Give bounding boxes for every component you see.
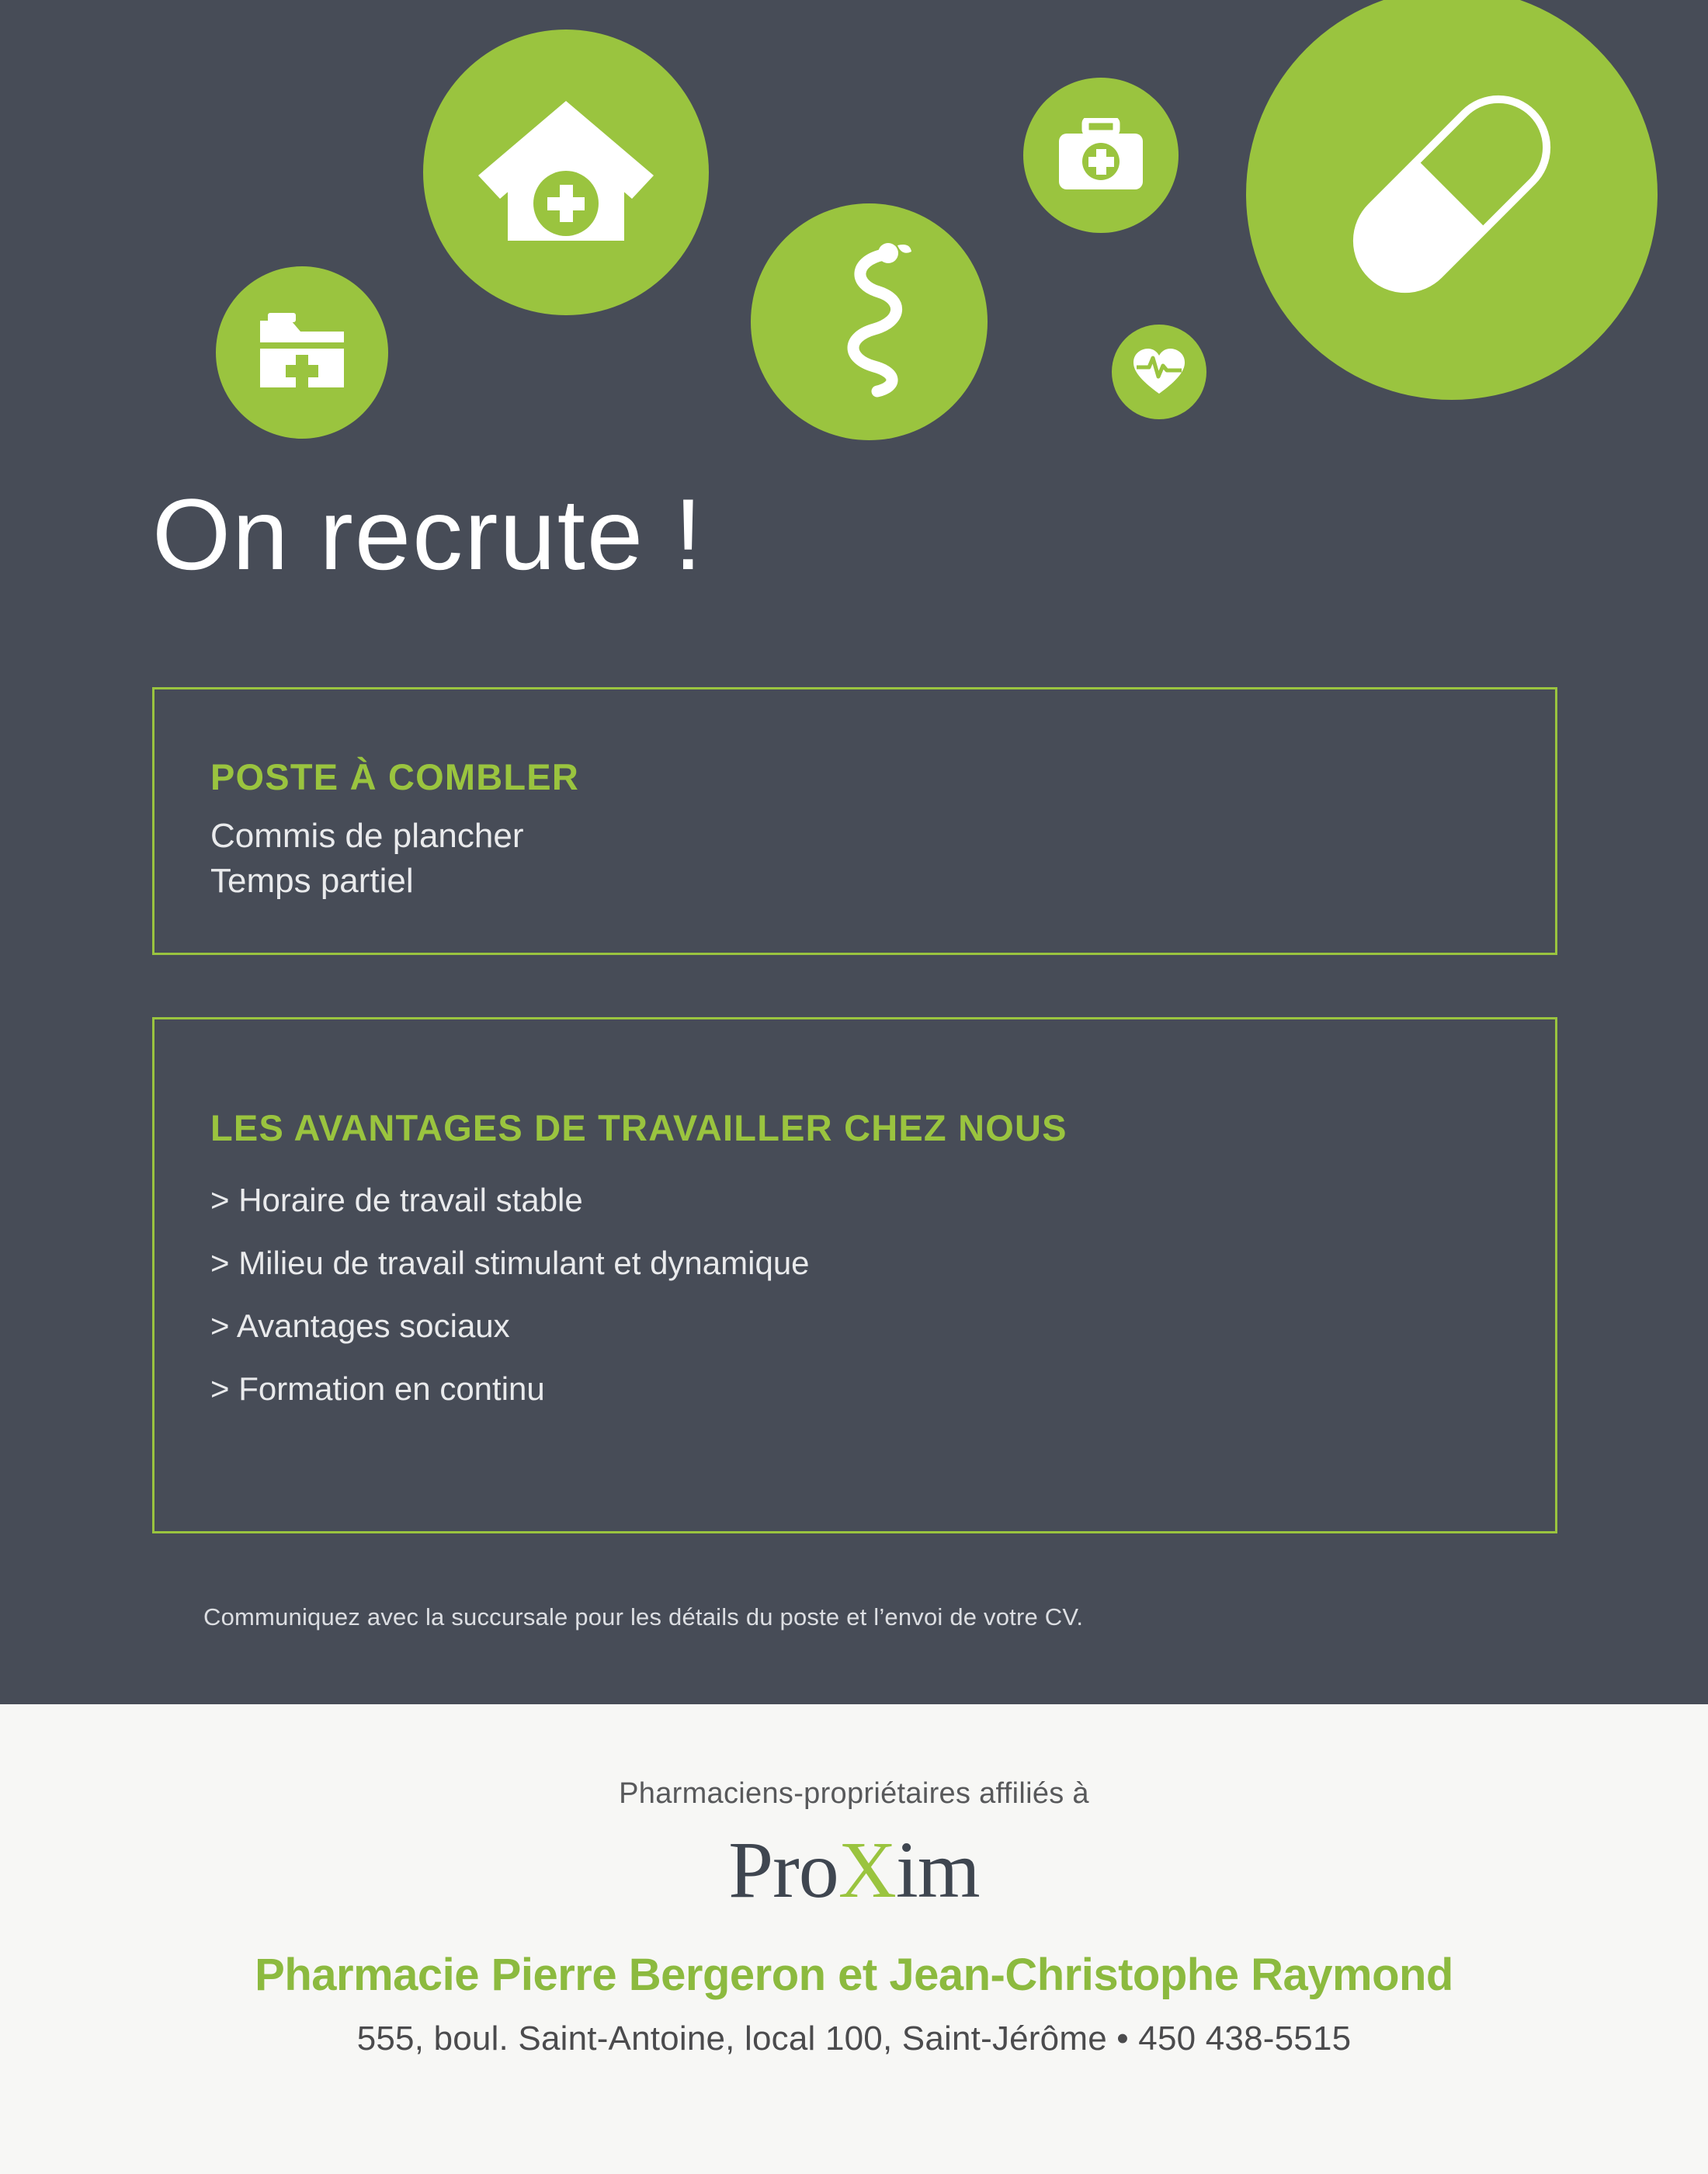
footer-panel — [0, 1704, 1708, 2174]
advantages-box — [152, 1017, 1557, 1533]
list-item: > Milieu de travail stimulant et dynamique — [210, 1245, 810, 1281]
first-aid-kit-icon — [1023, 78, 1179, 233]
logo-part-2: im — [895, 1825, 980, 1915]
heart-pulse-icon — [1112, 325, 1206, 419]
pill-capsule-icon — [1246, 0, 1658, 400]
position-box — [152, 687, 1557, 955]
page-title: On recrute ! — [152, 478, 704, 591]
position-line: Temps partiel — [210, 862, 414, 901]
proxim-logo — [728, 1825, 980, 1915]
advantages-list — [210, 1182, 1555, 1408]
pharmacy-name: Pharmacie Pierre Bergeron et Jean-Christophe Raymond — [255, 1950, 1453, 2000]
list-item: > Avantages sociaux — [210, 1308, 510, 1344]
pharmacy-address: 555, boul. Saint-Antoine, local 100, Saint-Jérôme • 450 438-5515 — [356, 2019, 1352, 2058]
list-item: > Horaire de travail stable — [210, 1182, 583, 1218]
position-line: Commis de plancher — [210, 817, 524, 855]
logo-part-1: Pro — [728, 1825, 838, 1915]
advantages-box-title: LES AVANTAGES DE TRAVAILLER CHEZ NOUS — [210, 1107, 1068, 1148]
caduceus-icon — [751, 203, 988, 440]
contact-note: Communiquez avec la succursale pour les détails du poste et l’envoi de votre CV. — [203, 1603, 1084, 1630]
position-box-lines — [210, 814, 1555, 904]
affiliation-text: Pharmaciens-propriétaires affiliés à — [619, 1777, 1089, 1810]
list-item: > Formation en continu — [210, 1370, 545, 1407]
logo-accent-x: X — [838, 1825, 896, 1915]
folder-plus-icon — [216, 266, 388, 439]
position-box-title: POSTE À COMBLER — [210, 756, 579, 797]
home-plus-icon — [423, 30, 709, 315]
